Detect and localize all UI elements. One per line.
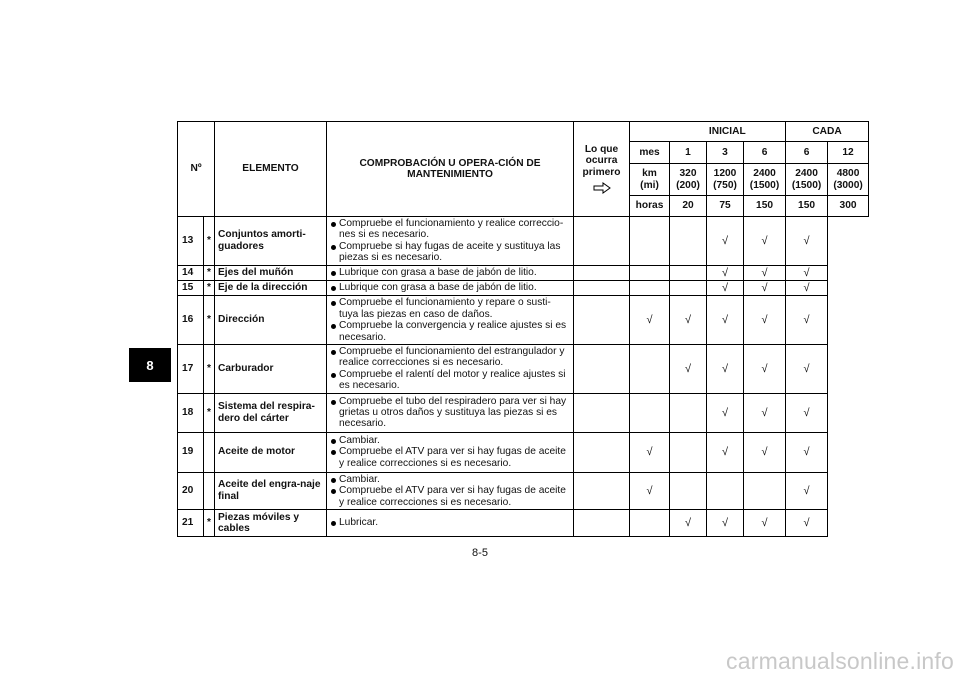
row-element: Piezas móviles y cables <box>215 509 327 536</box>
check-mark-icon: √ <box>803 362 810 375</box>
header-hours-value: 300 <box>828 196 869 217</box>
description-list <box>330 267 570 278</box>
interval-cell <box>786 345 828 394</box>
row-star <box>204 432 215 472</box>
table-row <box>178 472 869 509</box>
description-item: Cambiar. <box>330 435 570 446</box>
interval-cell <box>744 509 786 536</box>
interval-cell <box>630 432 670 472</box>
row-number: 16 <box>178 296 204 345</box>
header-mes-value: 3 <box>707 142 744 164</box>
row-description <box>327 345 574 394</box>
check-mark-icon: √ <box>721 362 729 375</box>
row-description <box>327 432 574 472</box>
header-hours-value: 20 <box>670 196 707 217</box>
header-every: CADA <box>786 122 869 142</box>
interval-cell <box>786 393 828 432</box>
check-mark-icon: √ <box>721 446 729 459</box>
row-description <box>327 472 574 509</box>
row-star: * <box>204 217 215 266</box>
check-mark-icon: √ <box>684 362 692 375</box>
description-item: Lubrique con grasa a base de jabón de litio. <box>330 267 570 278</box>
table-row <box>178 265 869 280</box>
check-mark-icon: √ <box>803 446 810 459</box>
header-km-value: 4800 (3000) <box>828 164 869 196</box>
header-horas: horas <box>630 196 670 217</box>
row-element: Ejes del muñón <box>215 265 327 280</box>
description-item: Compruebe la convergencia y realice ajustes si es necesario. <box>330 320 570 343</box>
row-star: * <box>204 345 215 394</box>
interval-cell <box>670 509 707 536</box>
row-number: 17 <box>178 345 204 394</box>
header-mes-value: 12 <box>828 142 869 164</box>
header-mes-value: 1 <box>670 142 707 164</box>
interval-cell <box>786 217 828 266</box>
interval-cell <box>670 296 707 345</box>
header-first-label: Lo que ocurra primero <box>582 143 621 178</box>
row-element: Carburador <box>215 345 327 394</box>
check-mark-icon: √ <box>803 484 810 497</box>
check-mark-icon: √ <box>721 516 729 529</box>
header-blank <box>630 122 670 142</box>
check-mark-icon: √ <box>761 446 768 459</box>
row-first-blank <box>574 393 630 432</box>
description-item: Compruebe el tubo del respiradero para ver si hay grietas u otros daños y sustituya las piezas si es necesario. <box>330 396 570 430</box>
description-item: Compruebe el ralentí del motor y realice ajustes si es necesario. <box>330 369 570 392</box>
row-first-blank <box>574 296 630 345</box>
table-row <box>178 345 869 394</box>
header-mes-value: 6 <box>786 142 828 164</box>
description-item: Compruebe el ATV para ver si hay fugas de aceite y realice correcciones si es necesario. <box>330 485 570 508</box>
row-star: * <box>204 393 215 432</box>
check-mark-icon: √ <box>761 516 768 529</box>
check-mark-icon: √ <box>721 314 729 326</box>
description-item: Compruebe el funcionamiento y realice correccio-nes si es necesario. <box>330 218 570 241</box>
interval-cell <box>744 393 786 432</box>
description-item: Cambiar. <box>330 474 570 485</box>
header-first <box>574 122 630 217</box>
row-element: Aceite de motor <box>215 432 327 472</box>
interval-cell <box>670 432 707 472</box>
interval-cell <box>670 217 707 266</box>
description-list <box>330 517 570 528</box>
row-element: Eje de la dirección <box>215 281 327 296</box>
header-initial: INICIAL <box>670 122 786 142</box>
check-mark-icon: √ <box>803 406 810 419</box>
header-km-value: 2400 (1500) <box>744 164 786 196</box>
chapter-tab: 8 <box>129 348 171 382</box>
interval-cell <box>670 265 707 280</box>
row-star: * <box>204 509 215 536</box>
row-first-blank <box>574 472 630 509</box>
row-star <box>204 472 215 509</box>
interval-cell <box>670 281 707 296</box>
interval-cell <box>707 472 744 509</box>
interval-cell <box>670 472 707 509</box>
check-mark-icon: √ <box>721 282 729 294</box>
row-description <box>327 393 574 432</box>
description-item: Lubrique con grasa a base de jabón de litio. <box>330 282 570 293</box>
interval-cell <box>707 432 744 472</box>
description-list <box>330 282 570 293</box>
check-mark-icon: √ <box>684 516 692 529</box>
interval-cell <box>707 509 744 536</box>
row-first-blank <box>574 265 630 280</box>
check-mark-icon: √ <box>803 234 810 247</box>
row-first-blank <box>574 217 630 266</box>
interval-cell <box>670 393 707 432</box>
interval-cell <box>744 265 786 280</box>
description-list <box>330 346 570 392</box>
description-list <box>330 297 570 343</box>
row-number: 21 <box>178 509 204 536</box>
header-hours-value: 150 <box>786 196 828 217</box>
interval-cell <box>707 296 744 345</box>
row-description <box>327 265 574 280</box>
row-number: 14 <box>178 265 204 280</box>
check-mark-icon: √ <box>761 314 768 326</box>
interval-cell <box>707 217 744 266</box>
row-star: * <box>204 265 215 280</box>
header-mes-value: 6 <box>744 142 786 164</box>
header-hours-value: 75 <box>707 196 744 217</box>
row-star: * <box>204 296 215 345</box>
table-row <box>178 509 869 536</box>
row-description <box>327 296 574 345</box>
interval-cell <box>670 345 707 394</box>
description-list <box>330 218 570 264</box>
description-item: Lubricar. <box>330 517 570 528</box>
interval-cell <box>707 265 744 280</box>
arrow-right-icon <box>593 182 611 194</box>
check-mark-icon: √ <box>761 234 768 247</box>
maintenance-table <box>177 121 869 537</box>
header-km: km (mi) <box>630 164 670 196</box>
interval-cell <box>786 432 828 472</box>
row-first-blank <box>574 281 630 296</box>
interval-cell <box>744 345 786 394</box>
check-mark-icon: √ <box>803 266 810 279</box>
description-item: Compruebe el funcionamiento del estrangulador y realice correcciones si es necesario. <box>330 346 570 369</box>
interval-cell <box>744 217 786 266</box>
check-mark-icon: √ <box>803 314 810 326</box>
check-mark-icon: √ <box>761 282 768 294</box>
description-item: Compruebe si hay fugas de aceite y sustituya las piezas si es necesario. <box>330 241 570 264</box>
row-element: Conjuntos amorti-guadores <box>215 217 327 266</box>
interval-cell <box>630 345 670 394</box>
header-element: ELEMENTO <box>215 122 327 217</box>
header-num: Nº <box>178 122 215 217</box>
interval-cell <box>707 281 744 296</box>
check-mark-icon: √ <box>803 516 810 529</box>
description-item: Compruebe el ATV para ver si hay fugas de aceite y realice correcciones si es necesario. <box>330 446 570 469</box>
description-item: Compruebe el funcionamiento y repare o susti-tuya las piezas en caso de daños. <box>330 297 570 320</box>
row-first-blank <box>574 345 630 394</box>
interval-cell <box>630 472 670 509</box>
interval-cell <box>786 296 828 345</box>
interval-cell <box>707 393 744 432</box>
row-element: Sistema del respira-dero del cárter <box>215 393 327 432</box>
interval-cell <box>630 509 670 536</box>
table-row <box>178 393 869 432</box>
interval-cell <box>786 281 828 296</box>
interval-cell <box>744 281 786 296</box>
header-mes: mes <box>630 142 670 164</box>
interval-cell <box>744 296 786 345</box>
row-description <box>327 217 574 266</box>
row-number: 13 <box>178 217 204 266</box>
interval-cell <box>630 393 670 432</box>
row-number: 19 <box>178 432 204 472</box>
table-row <box>178 296 869 345</box>
header-km-value: 320 (200) <box>670 164 707 196</box>
row-description <box>327 281 574 296</box>
interval-cell <box>630 265 670 280</box>
check-mark-icon: √ <box>721 266 729 279</box>
check-mark-icon: √ <box>646 446 653 459</box>
table-row <box>178 432 869 472</box>
row-description <box>327 509 574 536</box>
check-mark-icon: √ <box>761 362 768 375</box>
page-number: 8-5 <box>472 547 488 559</box>
row-number: 20 <box>178 472 204 509</box>
row-first-blank <box>574 509 630 536</box>
interval-cell <box>786 472 828 509</box>
interval-cell <box>707 345 744 394</box>
watermark: carmanualsonline.info <box>726 648 954 674</box>
interval-cell <box>744 432 786 472</box>
interval-cell <box>786 265 828 280</box>
table-row <box>178 281 869 296</box>
check-mark-icon: √ <box>803 282 810 294</box>
interval-cell <box>630 281 670 296</box>
description-list <box>330 396 570 430</box>
header-hours-value: 150 <box>744 196 786 217</box>
row-star: * <box>204 281 215 296</box>
row-element: Dirección <box>215 296 327 345</box>
check-mark-icon: √ <box>646 484 653 497</box>
check-mark-icon: √ <box>684 314 692 326</box>
row-number: 15 <box>178 281 204 296</box>
interval-cell <box>786 509 828 536</box>
interval-cell <box>630 217 670 266</box>
interval-cell <box>630 296 670 345</box>
table-row <box>178 217 869 266</box>
description-list <box>330 474 570 508</box>
check-mark-icon: √ <box>761 406 768 419</box>
header-km-value: 1200 (750) <box>707 164 744 196</box>
row-first-blank <box>574 432 630 472</box>
check-mark-icon: √ <box>721 406 729 419</box>
check-mark-icon: √ <box>761 266 768 279</box>
check-mark-icon: √ <box>646 314 653 326</box>
check-mark-icon: √ <box>721 234 729 247</box>
row-number: 18 <box>178 393 204 432</box>
row-element: Aceite del engra-naje final <box>215 472 327 509</box>
description-list <box>330 435 570 469</box>
interval-cell <box>744 472 786 509</box>
header-km-value: 2400 (1500) <box>786 164 828 196</box>
header-check: COMPROBACIÓN U OPERA-CIÓN DE MANTENIMIENTO <box>327 122 574 217</box>
